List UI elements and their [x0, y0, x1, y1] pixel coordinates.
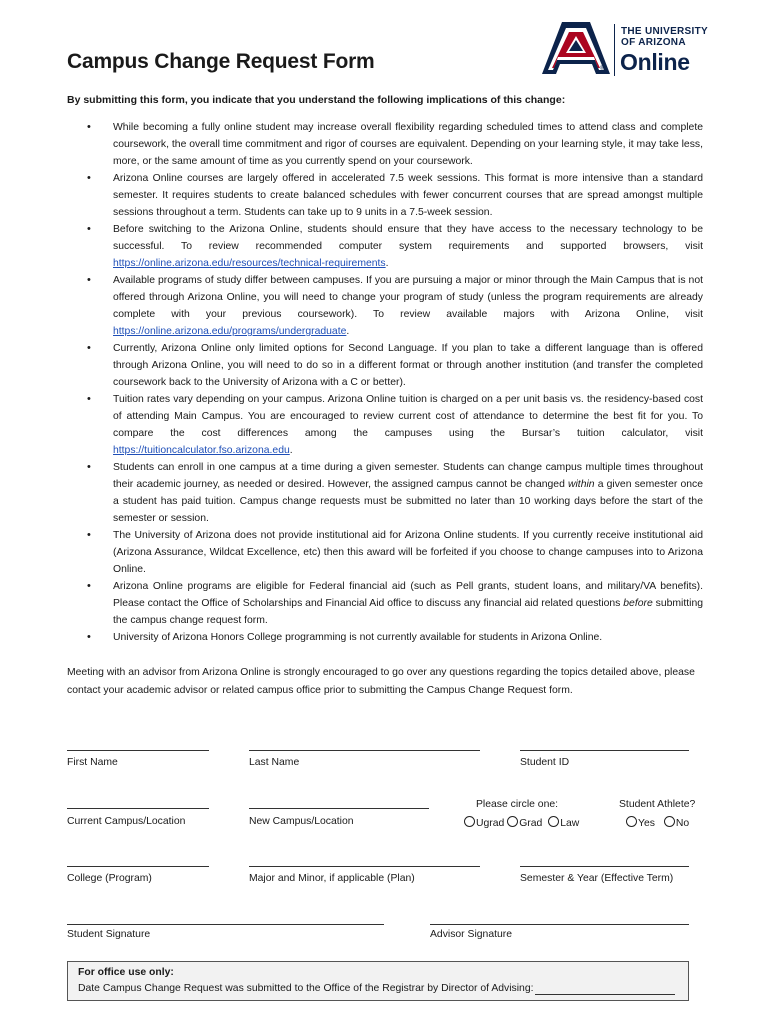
intro-text: By submitting this form, you indicate that you understand the following implications of this change: — [67, 94, 566, 106]
student-signature-label: Student Signature — [67, 929, 151, 940]
grad-label: Grad — [519, 818, 543, 829]
level-options — [464, 816, 579, 829]
list-item-text: While becoming a fully online student may increase overall flexibility regarding scheduled times to attend class and complete coursework, the overall time commitment and rigor of courses are equivalent. Depending on your learning style, it may take less, more, or the same amount of time as you currently spend on your coursework. — [113, 122, 703, 167]
list-item-suffix: . — [289, 445, 293, 456]
university-logo — [540, 22, 710, 78]
college-field[interactable] — [67, 866, 209, 867]
ugrad-label: Ugrad — [476, 818, 505, 829]
new-campus-label: New Campus/Location — [249, 816, 354, 827]
page-title: Campus Change Request Form — [67, 50, 375, 73]
undergraduate-programs-link[interactable]: https://online.arizona.edu/programs/undergraduate — [113, 326, 347, 337]
athlete-options — [626, 816, 689, 829]
yes-label: Yes — [638, 818, 655, 829]
implications-list — [67, 119, 703, 646]
list-item-text: University of Arizona Honors College programming is not currently available for students in Arizona Online. — [113, 632, 603, 643]
first-name-label: First Name — [67, 757, 118, 768]
emphasis-before: before — [623, 598, 653, 609]
no-label: No — [675, 818, 690, 829]
new-campus-field[interactable] — [249, 808, 429, 809]
list-item — [67, 578, 703, 629]
student-id-label: Student ID — [520, 757, 570, 768]
list-item — [67, 527, 703, 578]
list-item-suffix: . — [346, 326, 350, 337]
office-use-title: For office use only: — [78, 967, 174, 978]
law-radio[interactable] — [548, 816, 559, 827]
semester-year-field[interactable] — [520, 866, 689, 867]
student-athlete-prompt: Student Athlete? — [619, 799, 696, 810]
list-item-text: Currently, Arizona Online only limited options for Second Language. If you plan to take a different language than is offered through Arizona Online, you will need to do so in a different format or through another institution (and transfer the completed coursework back to the University of Arizona with a C or better). — [113, 343, 703, 388]
list-item-text: Students can enroll in one campus at a time during a given semester. Students can change campus multiple times throughout their academic journey, as needed or desired. However, the assigned campus cannot be changed — [113, 462, 703, 490]
list-item-text: Arizona Online programs are eligible for Federal financial aid (such as Pell grants, student loans, and military/VA benefits). Please contact the Office of Scholarships and Financial Aid office to discuss any financial aid related questions — [113, 581, 703, 609]
list-item-text: Arizona Online courses are largely offered in accelerated 7.5 week sessions. This format is more intensive than a standard semester. It requires students to create balanced schedules with fewer concurrent courses that are spread amongst multiple sessions throughout a term. Students can take up to 9 units in a 7.5-week session. — [113, 173, 703, 218]
list-item-text: Tuition rates vary depending on your campus. Arizona Online tuition is charged on a per unit basis vs. the residency-based cost of attending Main Campus. You are encouraged to review current cost of attendance to determine the best fit for you. To compare the cost differences among the campuses using the Bursar’s tuition calculator, visit — [113, 394, 703, 439]
list-item — [67, 119, 703, 170]
list-item — [67, 272, 703, 340]
grad-radio[interactable] — [507, 816, 518, 827]
advisor-signature-label: Advisor Signature — [430, 929, 513, 940]
list-item-suffix: submitting the campus change request form. — [113, 598, 703, 626]
logo-divider — [614, 24, 615, 76]
logo-line-1: THE UNIVERSITY — [621, 26, 708, 37]
student-id-field[interactable] — [520, 750, 689, 751]
student-signature-field[interactable] — [67, 924, 384, 925]
list-item-text: The University of Arizona does not provide institutional aid for Arizona Online students. If you currently receive institutional aid (Arizona Assurance, Wildcat Excellence, etc) then this award will be forfeited if you choose to change campuses into to Arizona Online. — [113, 530, 703, 575]
registered-mark: ® — [600, 66, 605, 72]
first-name-field[interactable] — [67, 750, 209, 751]
logo-online-text: Online — [620, 49, 690, 75]
current-campus-field[interactable] — [67, 808, 209, 809]
list-item-suffix: . — [385, 258, 389, 269]
advisor-signature-field[interactable] — [430, 924, 689, 925]
list-item — [67, 221, 703, 272]
semester-year-label: Semester & Year (Effective Term) — [520, 873, 674, 884]
yes-radio[interactable] — [626, 816, 637, 827]
ugrad-radio[interactable] — [464, 816, 475, 827]
list-item-text: Before switching to the Arizona Online, students should ensure that they have access to the necessary technology to be successful. To review recommended computer system requirements and supported browsers, visit — [113, 224, 703, 252]
major-minor-label: Major and Minor, if applicable (Plan) — [249, 873, 415, 884]
emphasis-within: within — [568, 479, 595, 490]
law-label: Law — [560, 818, 580, 829]
list-item — [67, 170, 703, 221]
last-name-label: Last Name — [249, 757, 300, 768]
office-use-text: Date Campus Change Request was submitted to the Office of the Registrar by Director of Advising: — [78, 983, 534, 994]
technical-requirements-link[interactable]: https://online.arizona.edu/resources/technical-requirements — [113, 258, 386, 269]
office-date-field[interactable] — [535, 994, 675, 995]
major-minor-field[interactable] — [249, 866, 480, 867]
list-item — [67, 340, 703, 391]
current-campus-label: Current Campus/Location — [67, 816, 186, 827]
logo-line-2: OF ARIZONA — [621, 37, 686, 48]
list-item-suffix: a given semester once a student has paid tuition. Campus change requests must be submitted no later than 10 working days before the start of the semester or session. — [113, 479, 704, 524]
circle-one-prompt: Please circle one: — [476, 799, 559, 810]
no-radio[interactable] — [664, 816, 675, 827]
list-item-text: Available programs of study differ between campuses. If you are pursuing a major or minor through the Main Campus that is not offered through Arizona Online, you will need to change your program of study (unless the program requirements are already complete with your previous coursework). To review available majors with Arizona Online, visit — [113, 275, 703, 320]
list-item — [67, 391, 703, 459]
advisor-meeting-note: Meeting with an advisor from Arizona Online is strongly encouraged to go over any questions regarding the topics detailed above, please contact your academic advisor or related campus office prior to submitting the Campus Change Request form. — [67, 667, 695, 696]
office-use-box — [67, 961, 689, 1001]
list-item — [67, 629, 703, 646]
list-item — [67, 459, 703, 527]
tuition-calculator-link[interactable]: https://tuitioncalculator.fso.arizona.edu — [113, 445, 290, 456]
last-name-field[interactable] — [249, 750, 480, 751]
college-label: College (Program) — [67, 873, 152, 884]
logo-university-text — [621, 26, 708, 48]
